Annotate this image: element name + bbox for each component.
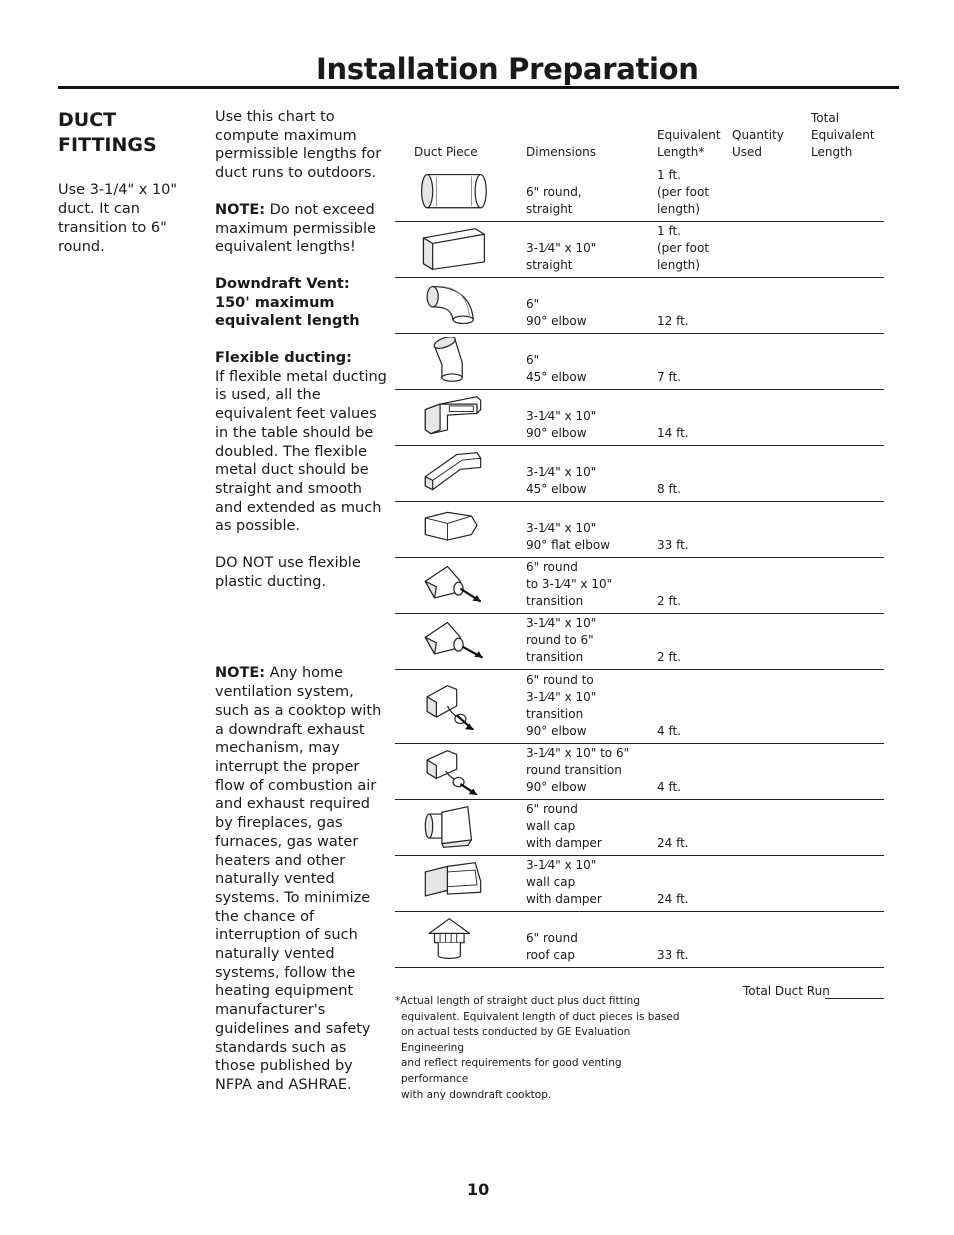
equivalent-length-line: length) xyxy=(657,202,700,216)
dimensions-cell xyxy=(526,857,602,908)
equivalent-length-line: (per foot xyxy=(657,185,710,199)
footnote-line: *Actual length of straight duct plus duct fitting xyxy=(395,995,641,1007)
dimensions-cell xyxy=(526,296,587,330)
dimensions-line: 3-1⁄4" x 10" xyxy=(526,241,597,255)
total-duct-run-blank[interactable] xyxy=(825,998,884,999)
equivalent-length-line: 12 ft. xyxy=(657,314,689,328)
equivalent-length-line: 24 ft. xyxy=(657,836,689,850)
equivalent-length-cell xyxy=(657,313,689,330)
dimensions-line: 6" round xyxy=(526,560,578,574)
table-row xyxy=(395,333,884,390)
dimensions-cell xyxy=(526,352,587,386)
dimensions-line: 90° elbow xyxy=(526,724,587,738)
note-text: Do not exceed maximum permissible equivalent lengths! xyxy=(215,201,376,256)
dimensions-line: 3-1⁄4" x 10" xyxy=(526,465,597,479)
round-45-elbow-icon xyxy=(417,337,489,385)
flex-text: If flexible metal ducting is used, all the equivalent feet values in the table should be doubled. The flexible metal duct should be straight and smooth and extended as much as possible. xyxy=(215,368,387,535)
equivalent-length-line: 7 ft. xyxy=(657,370,681,384)
footnote xyxy=(395,994,685,1103)
dimensions-line: straight xyxy=(526,258,573,272)
equivalent-length-cell xyxy=(657,891,689,908)
dimensions-line: transition xyxy=(526,650,584,664)
dimensions-line: 90° flat elbow xyxy=(526,538,611,552)
dimensions-line: 6" round, xyxy=(526,185,582,199)
equivalent-length-line: 8 ft. xyxy=(657,482,681,496)
footnote-line: equivalent. Equivalent length of duct pieces is based xyxy=(401,1010,680,1023)
dimensions-line: 3-1⁄4" x 10" xyxy=(526,409,597,423)
equivalent-length-cell xyxy=(657,537,689,554)
round-wall-cap-icon xyxy=(417,803,489,851)
table-row xyxy=(395,911,884,968)
dimensions-line: 6" round to xyxy=(526,673,594,687)
header-quantity-line1: Quantity xyxy=(732,128,784,142)
header-total-equivalent-length xyxy=(811,110,875,161)
equivalent-length-line: 4 ft. xyxy=(657,724,681,738)
rect-wall-cap-icon xyxy=(417,859,489,907)
header-total-line1: Total xyxy=(811,111,840,125)
dimensions-line: transition xyxy=(526,707,584,721)
dimensions-line: wall cap xyxy=(526,875,576,889)
equivalent-length-cell xyxy=(657,167,709,218)
equivalent-length-line: 1 ft. xyxy=(657,224,681,238)
equivalent-length-line: (per foot xyxy=(657,241,710,255)
no-plastic-note: DO NOT use flexible plastic ducting. xyxy=(215,555,361,590)
downdraft-note xyxy=(215,275,387,331)
flex-ducting-note xyxy=(215,349,387,536)
dimensions-cell xyxy=(526,559,612,610)
dimensions-line: roof cap xyxy=(526,948,575,962)
total-duct-run-label: Total Duct Run xyxy=(743,984,830,998)
round-90-elbow-icon xyxy=(417,281,489,329)
dimensions-line: 90° elbow xyxy=(526,314,587,328)
equivalent-length-line: 2 ft. xyxy=(657,650,681,664)
dimensions-line: round transition xyxy=(526,763,622,777)
equivalent-length-cell xyxy=(657,947,689,964)
header-total-line3: Length xyxy=(811,145,853,159)
header-total-line2: Equivalent xyxy=(811,128,875,142)
dimensions-line: 3-1⁄4" x 10" xyxy=(526,521,597,535)
rect-straight-duct-icon xyxy=(417,225,489,273)
dimensions-line: 6" round xyxy=(526,931,578,945)
dimensions-cell xyxy=(526,745,629,796)
table-row xyxy=(395,855,884,912)
dimensions-line: 6" round xyxy=(526,802,578,816)
dimensions-line: transition xyxy=(526,594,584,608)
downdraft-line2: 150' maximum xyxy=(215,294,335,311)
dimensions-line: 6" xyxy=(526,297,540,311)
dimensions-cell xyxy=(526,184,582,218)
instructions-column xyxy=(215,108,387,1095)
table-row xyxy=(395,277,884,334)
dimensions-line: 6" xyxy=(526,353,540,367)
dimensions-line: 90° elbow xyxy=(526,780,587,794)
dimensions-line: to 3-1⁄4" x 10" xyxy=(526,577,613,591)
header-dimensions: Dimensions xyxy=(526,145,597,159)
dimensions-line: with damper xyxy=(526,892,602,906)
title-rule xyxy=(58,86,899,89)
table-row xyxy=(395,669,884,744)
table-row xyxy=(395,501,884,558)
equivalent-length-cell xyxy=(657,481,681,498)
table-row xyxy=(395,164,884,222)
equivalent-length-line: length) xyxy=(657,258,700,272)
equivalent-length-line: 14 ft. xyxy=(657,426,689,440)
rect-to-round-transition-icon xyxy=(417,617,489,665)
table-row xyxy=(395,557,884,614)
equivalent-length-cell xyxy=(657,779,681,796)
section-heading-line2: FITTINGS xyxy=(58,134,157,156)
dimensions-line: 3-1⁄4" x 10" to 6" xyxy=(526,746,630,760)
rect-45-elbow-icon xyxy=(417,449,489,497)
header-quantity-line2: Used xyxy=(732,145,763,159)
note-max-length xyxy=(215,201,387,257)
ventilation-note-text: Any home ventilation system, such as a cooktop with a downdraft exhaust mechanism, may interrupt the proper flow of combustion air and exhaust required by fireplaces, gas furnaces, gas water heaters and other naturally vented systems. To minimize the chance of interruption of such naturally vented systems, follow the heating equipment manufacturer's guidelines and safety standards such as those published by NFPA and ASHRAE. xyxy=(215,665,382,1093)
ventilation-note xyxy=(215,664,387,1094)
table-row xyxy=(395,799,884,856)
table-row xyxy=(395,743,884,800)
downdraft-line1: Downdraft Vent: xyxy=(215,275,350,292)
equivalent-length-cell xyxy=(657,425,689,442)
downdraft-line3: equivalent length xyxy=(215,313,360,330)
table-row xyxy=(395,613,884,670)
dimensions-cell xyxy=(526,408,596,442)
dimensions-line: 3-1⁄4" x 10" xyxy=(526,616,597,630)
dimensions-line: wall cap xyxy=(526,819,576,833)
table-row xyxy=(395,445,884,502)
side-note: Use 3-1/4" x 10" duct. It can transition to 6" round. xyxy=(58,182,178,255)
equivalent-length-line: 4 ft. xyxy=(657,780,681,794)
equivalent-length-line: 1 ft. xyxy=(657,168,681,182)
dimensions-line: with damper xyxy=(526,836,602,850)
section-heading xyxy=(58,108,178,158)
ventilation-note-label: NOTE: xyxy=(215,665,266,682)
section-heading-line1: DUCT xyxy=(58,109,117,131)
equivalent-length-cell xyxy=(657,835,689,852)
round-straight-duct-icon xyxy=(417,169,489,217)
header-equivalent-line1: Equivalent xyxy=(657,128,721,142)
equivalent-length-cell xyxy=(657,223,709,274)
rect-90-flat-elbow-icon xyxy=(417,505,489,553)
flex-label: Flexible ducting: xyxy=(215,350,352,367)
header-equivalent-length xyxy=(657,127,721,161)
dimensions-cell xyxy=(526,672,596,740)
table-row xyxy=(395,389,884,446)
dimensions-cell xyxy=(526,240,596,274)
equivalent-length-line: 2 ft. xyxy=(657,594,681,608)
dimensions-line: 45° elbow xyxy=(526,370,587,384)
round-to-rect-transition-icon xyxy=(417,561,489,609)
rect-90-elbow-icon xyxy=(417,393,489,441)
footnote-line: and reflect requirements for good venting performance xyxy=(401,1057,622,1085)
equivalent-length-line: 33 ft. xyxy=(657,538,689,552)
rect-to-round-elbow-transition-icon xyxy=(417,747,489,795)
header-quantity-used xyxy=(732,127,784,161)
dimensions-cell xyxy=(526,464,596,498)
dimensions-line: round to 6" xyxy=(526,633,594,647)
dimensions-line: 3-1⁄4" x 10" xyxy=(526,690,597,704)
equivalent-length-cell xyxy=(657,369,681,386)
dimensions-line: 3-1⁄4" x 10" xyxy=(526,858,597,872)
page-title: Installation Preparation xyxy=(316,52,699,86)
dimensions-line: 90° elbow xyxy=(526,426,587,440)
equivalent-length-cell xyxy=(657,593,681,610)
dimensions-line: straight xyxy=(526,202,573,216)
note-label: NOTE: xyxy=(215,201,266,218)
equivalent-length-cell xyxy=(657,649,681,666)
footnote-line: on actual tests conducted by GE Evaluation Engineering xyxy=(401,1026,631,1054)
roof-cap-icon xyxy=(417,915,489,963)
footnote-line: with any downdraft cooktop. xyxy=(401,1088,552,1101)
intro-text: Use this chart to compute maximum permissible lengths for duct runs to outdoors. xyxy=(215,109,382,182)
dimensions-line: 45° elbow xyxy=(526,482,587,496)
dimensions-cell xyxy=(526,520,610,554)
equivalent-length-line: 33 ft. xyxy=(657,948,689,962)
dimensions-cell xyxy=(526,615,596,666)
header-duct-piece: Duct Piece xyxy=(414,145,478,159)
equivalent-length-cell xyxy=(657,723,681,740)
round-to-rect-elbow-transition-icon xyxy=(417,682,489,730)
page-number: 10 xyxy=(467,1180,490,1199)
header-equivalent-line2: Length* xyxy=(657,145,705,159)
dimensions-cell xyxy=(526,801,602,852)
dimensions-cell xyxy=(526,930,578,964)
equivalent-length-line: 24 ft. xyxy=(657,892,689,906)
table-row xyxy=(395,221,884,278)
